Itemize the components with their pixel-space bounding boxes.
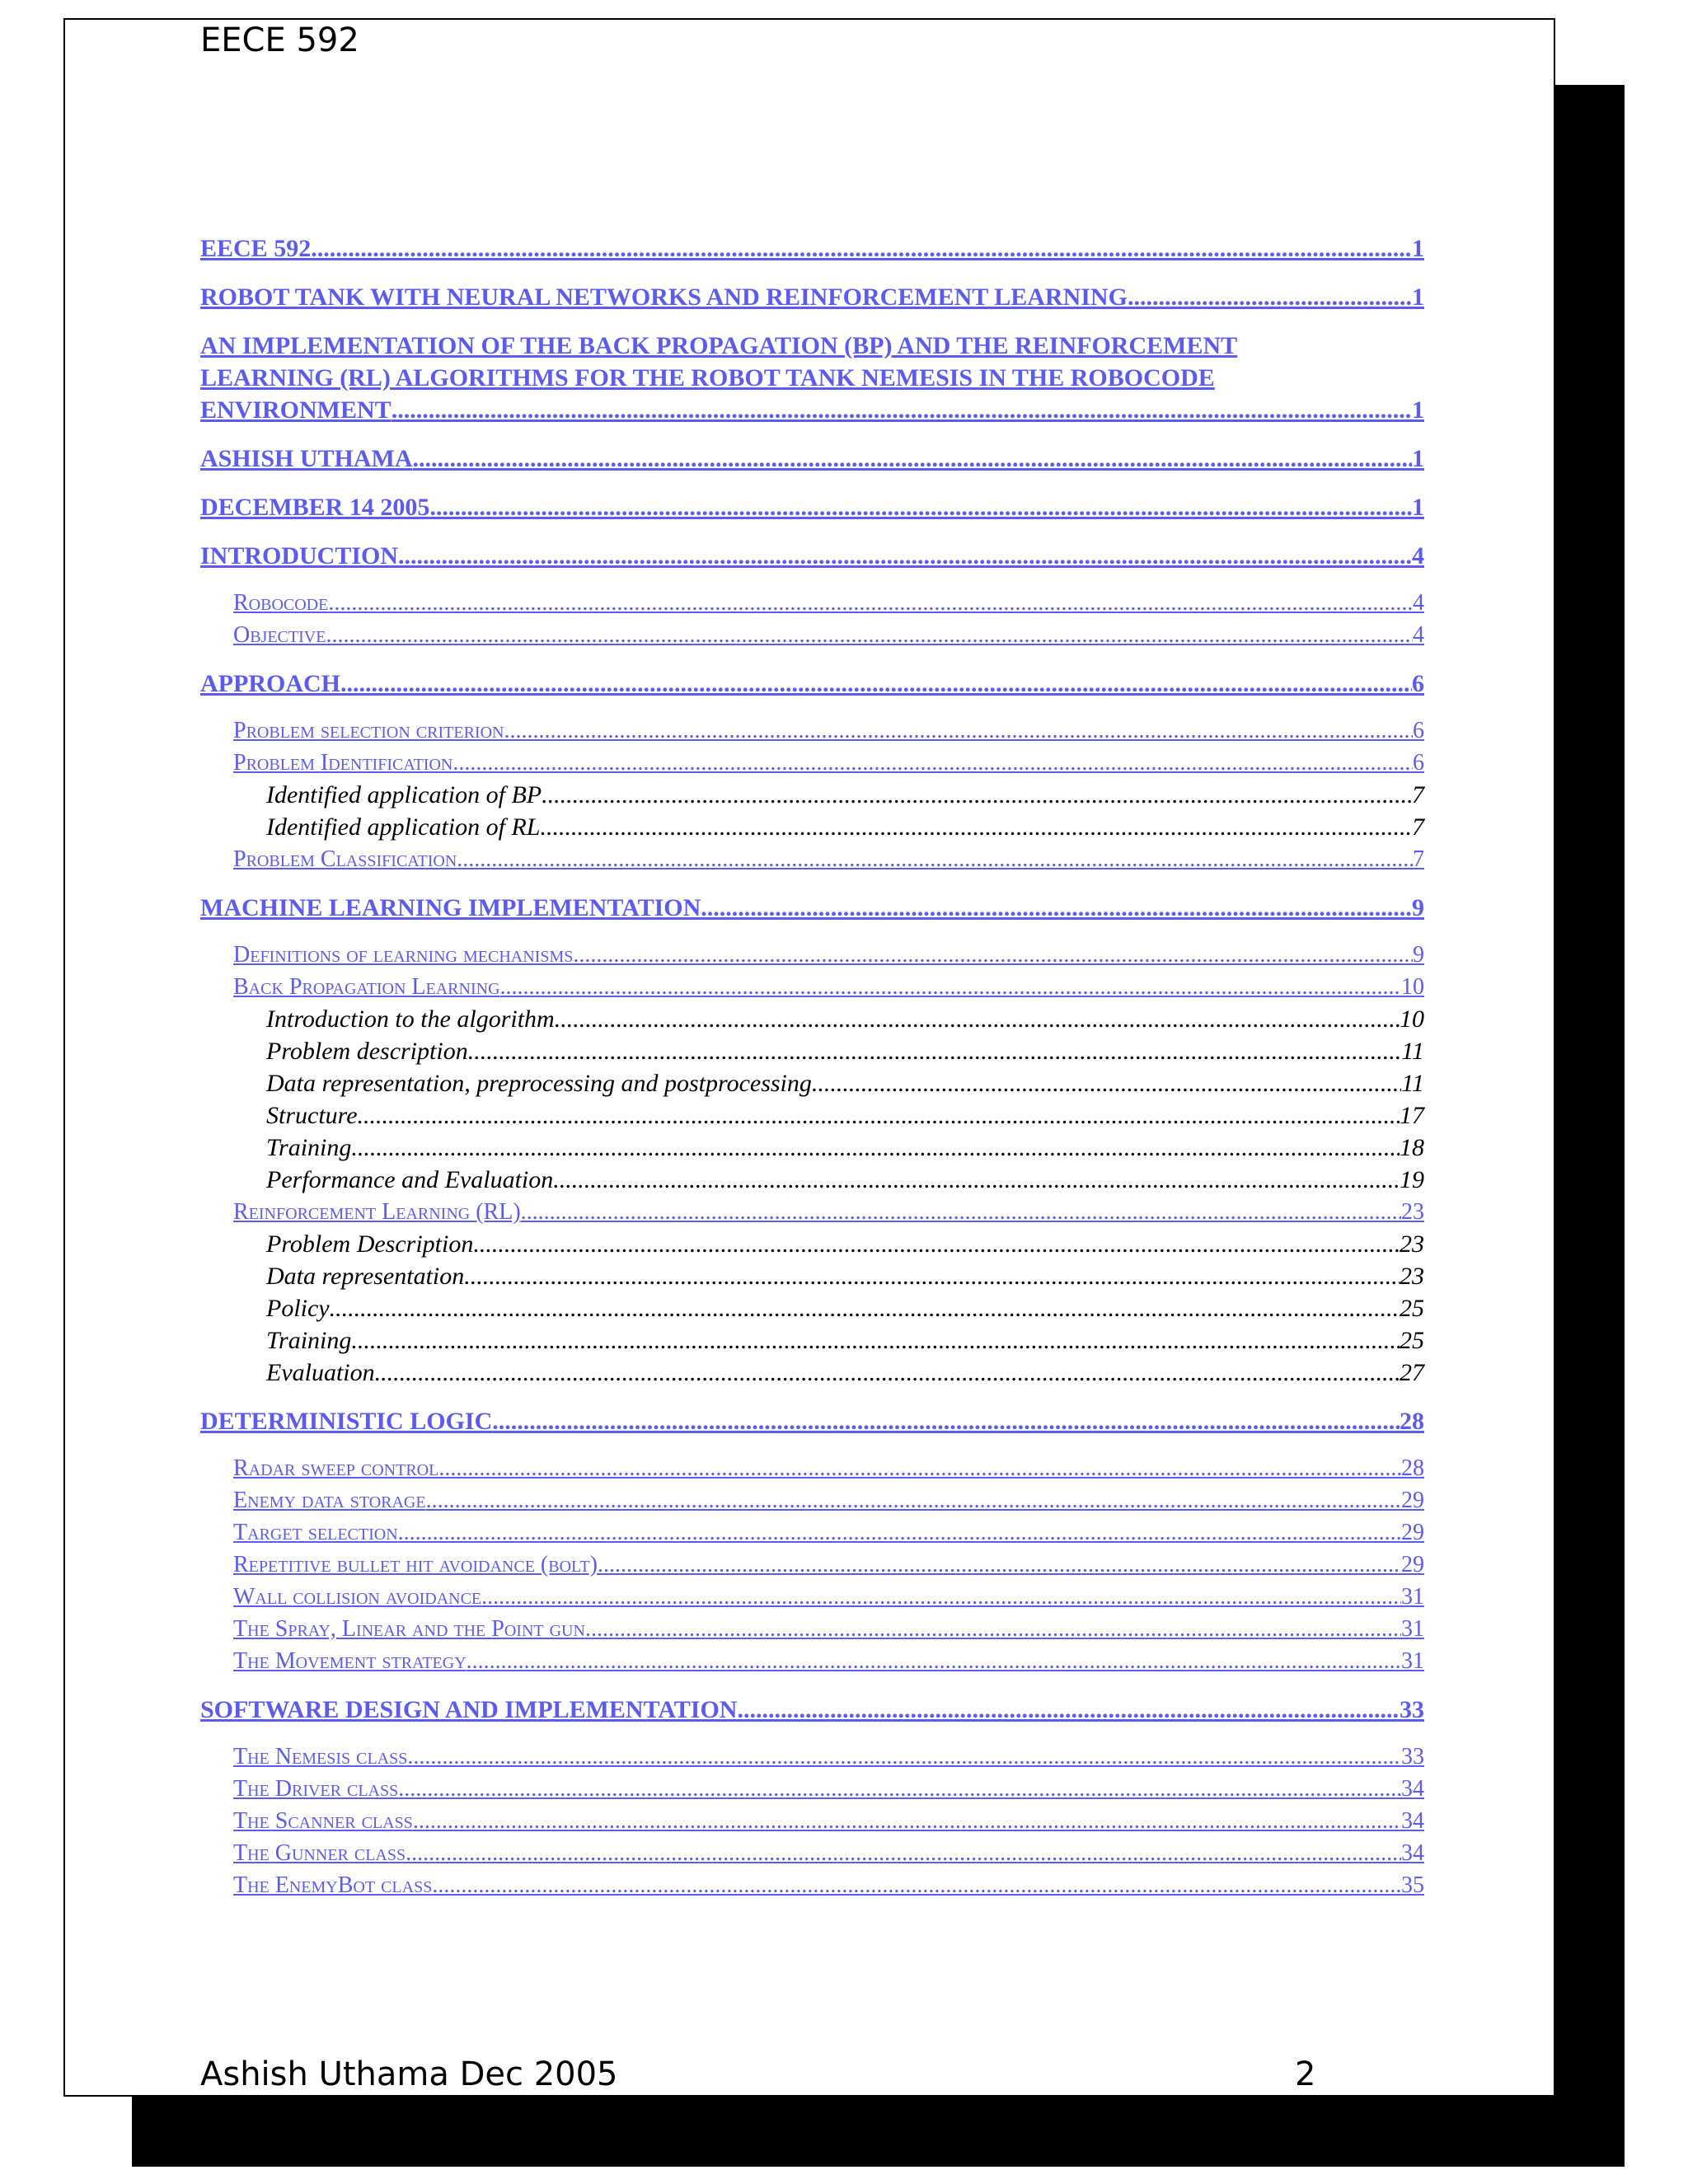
toc-subentry[interactable]: Robocode ..... 4 bbox=[233, 587, 1424, 619]
toc-subsubentry[interactable]: Policy ..... 25 bbox=[266, 1292, 1424, 1324]
toc-entry[interactable]: ASHISH UTHAMA ..... 1 bbox=[200, 443, 1424, 475]
toc-entry[interactable]: DECEMBER 14 2005 ..... 1 bbox=[200, 491, 1424, 523]
toc-subentry[interactable]: Objective ..... 4 bbox=[233, 619, 1424, 651]
toc-subentry[interactable]: The Driver class ..... 34 bbox=[233, 1773, 1424, 1805]
toc-subentry[interactable]: Repetitive bullet hit avoidance (bolt) ..... 29 bbox=[233, 1549, 1424, 1581]
toc-subentry[interactable]: Enemy data storage ..... 29 bbox=[233, 1484, 1424, 1516]
toc-entry[interactable]: EECE 592 ..... 1 bbox=[200, 232, 1424, 265]
toc-subsubentry[interactable]: Training ..... 25 bbox=[266, 1324, 1424, 1357]
toc-subentry[interactable]: The Movement strategy ..... 31 bbox=[233, 1645, 1424, 1677]
page-number: 2 bbox=[1295, 2055, 1316, 2093]
toc-subentry[interactable]: Problem Identification ..... 6 bbox=[233, 747, 1424, 779]
page-header: EECE 592 bbox=[200, 21, 359, 59]
toc-subsubentry[interactable]: Identified application of RL ..... 7 bbox=[266, 811, 1424, 843]
toc-subsubentry[interactable]: Performance and Evaluation ..... 19 bbox=[266, 1164, 1424, 1196]
toc-entry[interactable]: APPROACH ..... 6 bbox=[200, 668, 1424, 700]
toc-subentry[interactable]: The Nemesis class ..... 33 bbox=[233, 1741, 1424, 1773]
toc-entry[interactable]: SOFTWARE DESIGN AND IMPLEMENTATION ..... 33 bbox=[200, 1694, 1424, 1726]
document-page bbox=[63, 18, 1555, 2097]
toc-subsubentry[interactable]: Evaluation ..... 27 bbox=[266, 1357, 1424, 1389]
toc-subentry[interactable]: Back Propagation Learning ..... 10 bbox=[233, 971, 1424, 1003]
toc-line: AN IMPLEMENTATION OF THE BACK PROPAGATION (BP) AND THE REINFORCEMENT bbox=[200, 332, 1238, 359]
toc-entry-multiline[interactable]: AN IMPLEMENTATION OF THE BACK PROPAGATION (BP) AND THE REINFORCEMENT LEARNING (RL) ALGORITHMS FOR THE ROBOT TANK NEMESIS IN THE ROBOCODE ENVIRONMENT ..... 1 bbox=[200, 330, 1424, 426]
toc-subentry[interactable]: Radar sweep control ..... 28 bbox=[233, 1452, 1424, 1484]
toc-subentry[interactable]: Wall collision avoidance ..... 31 bbox=[233, 1581, 1424, 1613]
toc-subentry[interactable]: The Gunner class ..... 34 bbox=[233, 1837, 1424, 1869]
toc-entry[interactable]: INTRODUCTION ..... 4 bbox=[200, 540, 1424, 572]
toc-subentry[interactable]: Problem Classification ..... 7 bbox=[233, 843, 1424, 875]
toc-subsubentry[interactable]: Problem Description ..... 23 bbox=[266, 1228, 1424, 1260]
toc-subsubentry[interactable]: Identified application of BP ..... 7 bbox=[266, 779, 1424, 811]
toc-entry[interactable]: DETERMINISTIC LOGIC ..... 28 bbox=[200, 1405, 1424, 1437]
toc-subsubentry[interactable]: Structure ..... 17 bbox=[266, 1099, 1424, 1132]
toc-subsubentry[interactable]: Data representation, preprocessing and postprocessing ..... 11 bbox=[266, 1067, 1424, 1099]
toc-subsubentry[interactable]: Training ..... 18 bbox=[266, 1132, 1424, 1164]
toc-subsubentry[interactable]: Problem description ..... 11 bbox=[266, 1035, 1424, 1067]
toc-subentry[interactable]: Problem selection criterion ..... 6 bbox=[233, 715, 1424, 747]
toc-subsubentry[interactable]: Data representation ..... 23 bbox=[266, 1260, 1424, 1292]
toc-line: LEARNING (RL) ALGORITHMS FOR THE ROBOT TANK NEMESIS IN THE ROBOCODE bbox=[200, 364, 1215, 391]
toc-subentry[interactable]: The Spray, Linear and the Point gun ..... 31 bbox=[233, 1613, 1424, 1645]
toc-subentry[interactable]: Reinforcement Learning (RL) ..... 23 bbox=[233, 1196, 1424, 1228]
toc-subsubentry[interactable]: Introduction to the algorithm ..... 10 bbox=[266, 1003, 1424, 1035]
toc-subentry[interactable]: The EnemyBot class ..... 35 bbox=[233, 1869, 1424, 1901]
page-footer-author: Ashish Uthama Dec 2005 bbox=[200, 2055, 618, 2093]
toc-entry[interactable]: MACHINE LEARNING IMPLEMENTATION ..... 9 bbox=[200, 892, 1424, 924]
toc-subentry[interactable]: Target selection ..... 29 bbox=[233, 1516, 1424, 1549]
toc-subentry[interactable]: The Scanner class ..... 34 bbox=[233, 1805, 1424, 1837]
table-of-contents bbox=[200, 218, 1424, 1901]
toc-entry[interactable]: ROBOT TANK WITH NEURAL NETWORKS AND REINFORCEMENT LEARNING ..... 1 bbox=[200, 281, 1424, 313]
toc-subentry[interactable]: Definitions of learning mechanisms ..... 9 bbox=[233, 939, 1424, 971]
